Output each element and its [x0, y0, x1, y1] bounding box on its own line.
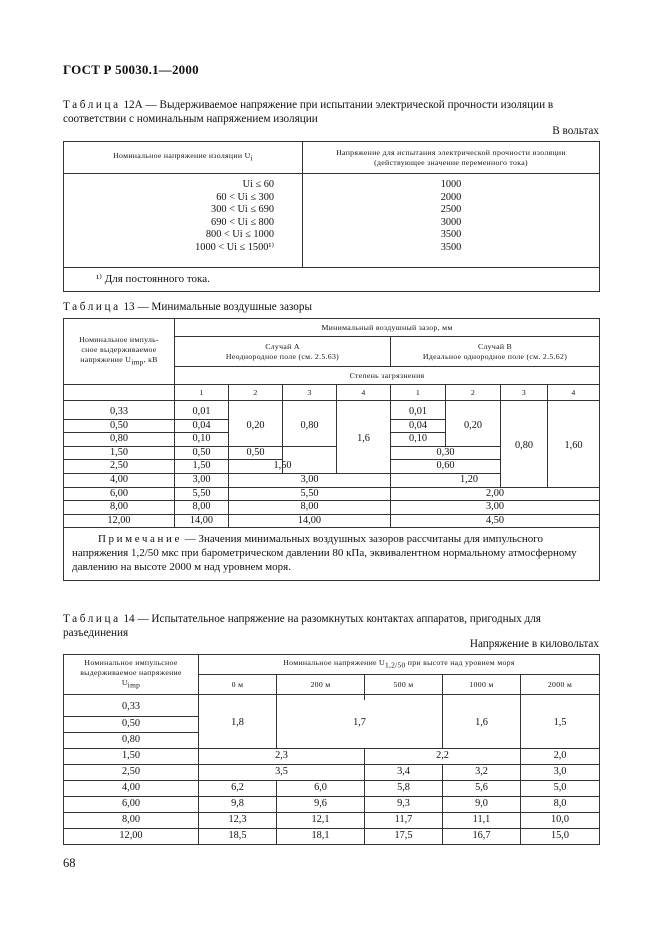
- table-14-unit: Напряжение в киловольтах: [469, 638, 599, 650]
- table-cell: 1,50: [64, 748, 199, 764]
- table-cell: 0,20: [446, 406, 501, 446]
- degree-a3: 3: [283, 385, 337, 401]
- table-cell: 8,00: [175, 501, 229, 515]
- table-cell: 0,80: [501, 406, 548, 487]
- table-cell: 0,04: [391, 419, 446, 433]
- table-cell: 17,5: [365, 828, 443, 844]
- table-12a-footnote: ¹⁾ Для постоянного тока.: [64, 267, 600, 291]
- table-cell: 0,80: [64, 433, 175, 447]
- table-cell: 9,3: [365, 796, 443, 812]
- degree-b1: 1: [391, 385, 446, 401]
- table-row: [64, 406, 600, 419]
- table-cell: 1,50: [64, 446, 175, 460]
- table-cell: 2,50: [64, 764, 199, 780]
- table-cell: 0,10: [391, 433, 446, 447]
- degree-b4: 4: [548, 385, 600, 401]
- table-cell: 8,00: [64, 501, 175, 515]
- list-item: 800 < Ui ≤ 1000: [205, 229, 274, 241]
- table-cell: 2,2: [365, 748, 521, 764]
- table-title: 12А — Выдерживаемое напряжение при испытании электрической прочности изоляции в соответствии с номинальным напряжением изоляции: [63, 99, 554, 125]
- table-cell: 1,7: [277, 700, 443, 748]
- table-cell: 14,00: [175, 514, 229, 528]
- table-row: [64, 812, 600, 828]
- degree-a4: 4: [337, 385, 391, 401]
- table-14: [63, 654, 600, 845]
- list-item: 3000: [440, 216, 462, 228]
- table-cell: 2,0: [521, 748, 600, 764]
- table-cell: 9,6: [277, 796, 365, 812]
- table-cell: 1,60: [548, 406, 600, 487]
- table-title: 13 — Минимальные воздушные зазоры: [123, 301, 312, 313]
- table-12a-header-test-voltage: Напряжение для испытания электрической прочности изоляции (действующее значение переменного тока): [303, 142, 600, 174]
- table-cell: 6,0: [277, 780, 365, 796]
- table-cell: 6,00: [64, 796, 199, 812]
- table-cell: 0,50: [229, 446, 283, 460]
- table-row: [64, 501, 600, 515]
- table-12a-ranges: [64, 179, 303, 267]
- table-label: Таблица: [63, 301, 121, 313]
- table-row: [64, 780, 600, 796]
- table-cell: 16,7: [443, 828, 521, 844]
- altitude-0m: 0 м: [199, 675, 277, 695]
- table-cell: 0,80: [283, 406, 337, 446]
- table-cell: 0,33: [64, 406, 175, 419]
- table-row: [64, 764, 600, 780]
- table-cell: 11,7: [365, 812, 443, 828]
- table-cell: 9,0: [443, 796, 521, 812]
- degree-a1: 1: [175, 385, 229, 401]
- table-cell: 0,50: [175, 446, 229, 460]
- table-row: [64, 487, 600, 501]
- table-cell: 5,6: [443, 780, 521, 796]
- table-cell: 5,0: [521, 780, 600, 796]
- table-label: Таблица: [63, 613, 121, 625]
- table-cell: 3,0: [521, 764, 600, 780]
- table-cell: 0,04: [175, 419, 229, 433]
- table-cell: 11,1: [443, 812, 521, 828]
- document-header: ГОСТ Р 50030.1—2000: [63, 62, 199, 77]
- table-12a-unit: В вольтах: [552, 125, 599, 137]
- table-cell: 1,20: [391, 473, 548, 487]
- table-cell: 0,30: [391, 446, 501, 460]
- table-cell: 0,01: [175, 406, 229, 419]
- table-cell: 12,1: [277, 812, 365, 828]
- table-row: [64, 748, 600, 764]
- list-item: 300 < Ui ≤ 690: [211, 204, 274, 216]
- table-cell: 2,3: [199, 748, 365, 764]
- table-cell: 8,00: [64, 812, 199, 828]
- table-12a: [63, 141, 600, 292]
- table-cell: 8,00: [229, 501, 391, 515]
- table-cell: 1,5: [521, 700, 600, 748]
- list-item: 690 < Ui ≤ 800: [211, 216, 274, 228]
- table-cell: 1,8: [199, 700, 277, 748]
- table-row: [64, 828, 600, 844]
- altitude-200m: 200 м: [277, 675, 365, 695]
- table-cell: 3,00: [391, 501, 600, 515]
- table-13-caption: [63, 300, 599, 314]
- table-row: [64, 700, 600, 716]
- table-13: [63, 318, 600, 581]
- table-14-main-header: Номинальное напряжение $U_{1,2/50}$ при высоте над уровнем моря: [199, 655, 600, 675]
- table-cell: 12,00: [64, 828, 199, 844]
- table-cell: 3,4: [365, 764, 443, 780]
- table-title: 14 — Испытательное напряжение на разомкнутых контактах аппаратов, пригодных для разъединения: [63, 613, 541, 639]
- table-cell: 2,00: [391, 487, 600, 501]
- table-cell: 0,33: [64, 700, 199, 716]
- altitude-500m: 500 м: [365, 675, 443, 695]
- table-14-header-voltage: Номинальное импульсное выдерживаемое напряжение $U_{imp}$: [64, 655, 199, 695]
- table-cell: 4,00: [64, 780, 199, 796]
- table-cell: 6,2: [199, 780, 277, 796]
- table-cell: 0,10: [175, 433, 229, 447]
- altitude-1000m: 1000 м: [443, 675, 521, 695]
- list-item: 1000: [440, 179, 462, 190]
- table-cell: 4,50: [391, 514, 600, 528]
- table-13-main-header: Минимальный воздушный зазор, мм: [175, 319, 600, 337]
- table-row: [64, 796, 600, 812]
- table-row: [64, 473, 600, 487]
- table-cell: 2,50: [64, 460, 175, 474]
- table-cell: 0,80: [64, 732, 199, 748]
- table-cell: 0,01: [391, 406, 446, 419]
- table-cell: 0,20: [229, 406, 283, 446]
- degree-b2: 2: [446, 385, 501, 401]
- table-cell: 5,50: [229, 487, 391, 501]
- page-number: 68: [63, 856, 76, 870]
- table-12a-header-voltage: Номинальное напряжение изоляции $U_i$: [64, 142, 303, 174]
- table-cell: 4,00: [64, 473, 175, 487]
- table-13-note: Примечание — Значения минимальных воздушных зазоров рассчитаны для импульсного напряжения 1,2/50 мкс при барометрическом давлении 80 кПа, эквивалентном нормальному атмосферному давлению на высоте 2000 м над уровнем моря.: [64, 528, 600, 581]
- table-12a-caption: [63, 98, 599, 126]
- list-item: 2000: [440, 191, 462, 203]
- table-cell: 1,6: [337, 406, 391, 473]
- table-cell: 0,50: [64, 419, 175, 433]
- table-cell: 1,6: [443, 700, 521, 748]
- list-item: 3500: [440, 241, 462, 253]
- table-cell: 8,0: [521, 796, 600, 812]
- table-cell: 0,50: [64, 716, 199, 732]
- table-cell: 6,00: [64, 487, 175, 501]
- table-row: [64, 514, 600, 528]
- table-cell: 1,50: [229, 460, 337, 474]
- degree-b3: 3: [501, 385, 548, 401]
- table-12a-values: [303, 179, 600, 267]
- table-cell: 3,2: [443, 764, 521, 780]
- table-cell: 12,00: [64, 514, 175, 528]
- table-cell: 10,0: [521, 812, 600, 828]
- table-cell: 3,5: [199, 764, 365, 780]
- list-item: 2500: [440, 204, 462, 216]
- table-13-header-voltage: Номинальное импуль- сное выдерживаемое напряжение $U_{imp}$, кВ: [64, 319, 175, 385]
- table-cell: 12,3: [199, 812, 277, 828]
- table-14-caption: [63, 612, 599, 640]
- table-cell: [64, 385, 175, 401]
- table-label: Таблица: [63, 99, 121, 111]
- table-cell: 9,8: [199, 796, 277, 812]
- table-13-pollution-degree: Степень загрязнения: [175, 367, 600, 385]
- list-item: 60 < Ui ≤ 300: [216, 191, 274, 203]
- altitude-2000m: 2000 м: [521, 675, 600, 695]
- table-13-case-b: Случай В Идеальное однородное поле (см. 2.5.62): [391, 337, 600, 367]
- table-cell: 5,8: [365, 780, 443, 796]
- list-item: 1000 < Ui ≤ 1500¹⁾: [195, 241, 274, 253]
- table-cell: 18,5: [199, 828, 277, 844]
- table-cell: 0,60: [391, 460, 501, 474]
- table-cell: 1,50: [175, 460, 229, 474]
- table-cell: 15,0: [521, 828, 600, 844]
- table-cell: 14,00: [229, 514, 391, 528]
- list-item: Ui ≤ 60: [242, 179, 274, 190]
- table-13-case-a: Случай А Неоднородное поле (см. 2.5.63): [175, 337, 391, 367]
- table-cell: 3,00: [175, 473, 229, 487]
- table-cell: 5,50: [175, 487, 229, 501]
- table-cell: 18,1: [277, 828, 365, 844]
- table-cell: 3,00: [229, 473, 391, 487]
- list-item: 3500: [440, 229, 462, 241]
- degree-a2: 2: [229, 385, 283, 401]
